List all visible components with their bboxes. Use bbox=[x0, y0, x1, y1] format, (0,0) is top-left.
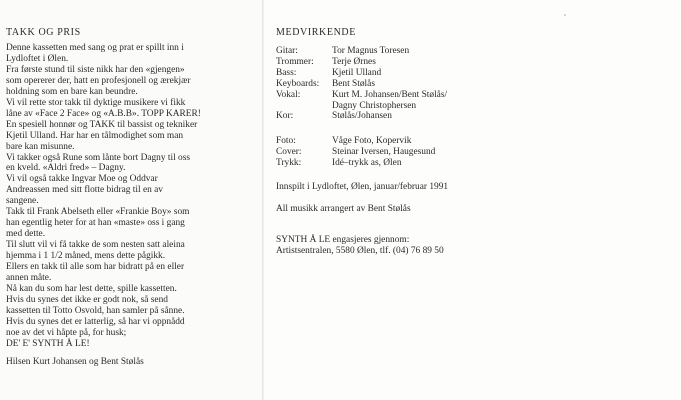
text-line: Denne kassetten med sang og prat er spillt inn i bbox=[6, 43, 184, 53]
text-line: holdning som en bare kan beundre. bbox=[6, 86, 138, 97]
credit-row bbox=[276, 147, 576, 158]
credit-row bbox=[276, 79, 556, 90]
text-line: Takk til Frank Abelseth eller «Frankie Boy» som bbox=[6, 207, 190, 218]
credit-row bbox=[276, 68, 556, 79]
left-page bbox=[0, 0, 262, 400]
credit-row bbox=[276, 101, 556, 112]
credit-role: Trommer: bbox=[276, 56, 314, 67]
credit-role: Bass: bbox=[276, 67, 297, 78]
text-line: med dette. bbox=[6, 229, 46, 240]
text-line: Andreassen med sitt flotte bidrag til en av bbox=[6, 185, 163, 196]
booking-title: SYNTH Å LE engasjeres gjennom: bbox=[276, 235, 410, 245]
credit-name: Stølås/Johansen bbox=[332, 111, 392, 122]
credit-row bbox=[276, 90, 556, 101]
credit-name: Kjetil Ulland bbox=[332, 67, 382, 78]
credit-name: Steinar Iversen, Haugesund bbox=[332, 146, 436, 157]
text-line: som opererer der, hatt en profesjonell og ærekjær bbox=[6, 75, 191, 86]
credit-name: Idé–trykk as, Ølen bbox=[332, 157, 402, 168]
credit-role: Cover: bbox=[276, 146, 302, 157]
text-line: Vi vil rette stor takk til dyktige musikere vi fikk bbox=[6, 97, 186, 108]
spacer bbox=[6, 350, 258, 357]
credit-name: Tor Magnus Toresen bbox=[332, 46, 410, 56]
paper-speck bbox=[564, 14, 566, 16]
text-line: sangene. bbox=[6, 196, 39, 207]
text-line: en kveld. «Aldri fred» – Dagny. bbox=[6, 163, 126, 174]
recording-info: Innspilt i Lydloftet, Ølen, januar/februar 1991 bbox=[276, 182, 449, 192]
text-line: En spesiell honnør og TAKK til bassist og tekniker bbox=[6, 119, 198, 130]
text-line: han egentlig heter for at han «maste» oss i gang bbox=[6, 218, 185, 229]
right-page bbox=[264, 0, 681, 400]
credit-row bbox=[276, 158, 576, 169]
text-line: kassetten til Totto Osvold, han samler på sånne. bbox=[6, 305, 185, 316]
text-line: hjemma i 1 1/2 måned, mens dette pågikk. bbox=[6, 251, 166, 262]
text-line: Nå kan du som har lest dette, spille kassetten. bbox=[6, 283, 177, 294]
credit-name: Våge Foto, Kopervik bbox=[332, 136, 412, 146]
text-line: Ellers en takk til alle som har bidratt på en eller bbox=[6, 262, 185, 273]
booking-contact: Artistsentralen, 5580 Ølen, tlf. (04) 76 89 50 bbox=[276, 246, 444, 256]
credit-name: Bent Stølås bbox=[332, 78, 375, 89]
musician-credits bbox=[276, 46, 556, 122]
thanks-text bbox=[6, 43, 258, 368]
credit-role: Keyboards: bbox=[276, 78, 320, 89]
credit-role: Gitar: bbox=[276, 46, 298, 56]
text-line: bare kan misunne. bbox=[6, 141, 75, 152]
credit-role: Foto: bbox=[276, 136, 296, 146]
text-line: Vi takker også Rune som lånte bort Dagny til oss bbox=[6, 152, 191, 163]
credit-name: Dagny Christophersen bbox=[332, 100, 417, 111]
credit-name: Terje Ørnes bbox=[332, 56, 376, 67]
text-line: Fra første stund til siste nikk har den «gjengen» bbox=[6, 64, 185, 75]
credits-title: MEDVIRKENDE bbox=[276, 27, 356, 38]
credit-role: Kor: bbox=[276, 111, 294, 122]
text-line: Hvis du synes det ikke er godt nok, så send bbox=[6, 294, 168, 305]
thanks-title: TAKK OG PRIS bbox=[6, 27, 81, 38]
arrangement-info: All musikk arrangert av Bent Stølås bbox=[276, 204, 411, 214]
credit-row bbox=[276, 46, 556, 57]
production-credits bbox=[276, 136, 576, 169]
text-line: Vi vil også takke Ingvar Moe og Oddvar bbox=[6, 174, 158, 185]
text-line: annen måte. bbox=[6, 273, 52, 284]
text-line: Lydloftet i Ølen. bbox=[6, 53, 69, 64]
credit-row bbox=[276, 136, 576, 147]
credit-role bbox=[276, 101, 332, 112]
credit-role: Trykk: bbox=[276, 157, 302, 168]
credit-row bbox=[276, 57, 556, 68]
signoff: Hilsen Kurt Johansen og Bent Stølås bbox=[6, 356, 144, 367]
text-line: Kjetil Ulland. Har har en tålmodighet som man bbox=[6, 130, 184, 141]
text-line: noe av det vi håpte på, for husk; bbox=[6, 327, 127, 338]
text-line: Hvis du synes det er latterlig, så har vi oppnådd bbox=[6, 316, 185, 327]
credit-row bbox=[276, 111, 556, 122]
text-line: DE' E' SYNTH Å LE! bbox=[6, 338, 90, 349]
credit-name: Kurt M. Johansen/Bent Stølås/ bbox=[332, 89, 448, 100]
credit-role: Vokal: bbox=[276, 89, 301, 100]
text-line: Til slutt vil vi få takke de som nesten satt aleina bbox=[6, 240, 185, 251]
text-line: låne av «Face 2 Face» og «A.B.B». TOPP KARER! bbox=[6, 108, 201, 119]
